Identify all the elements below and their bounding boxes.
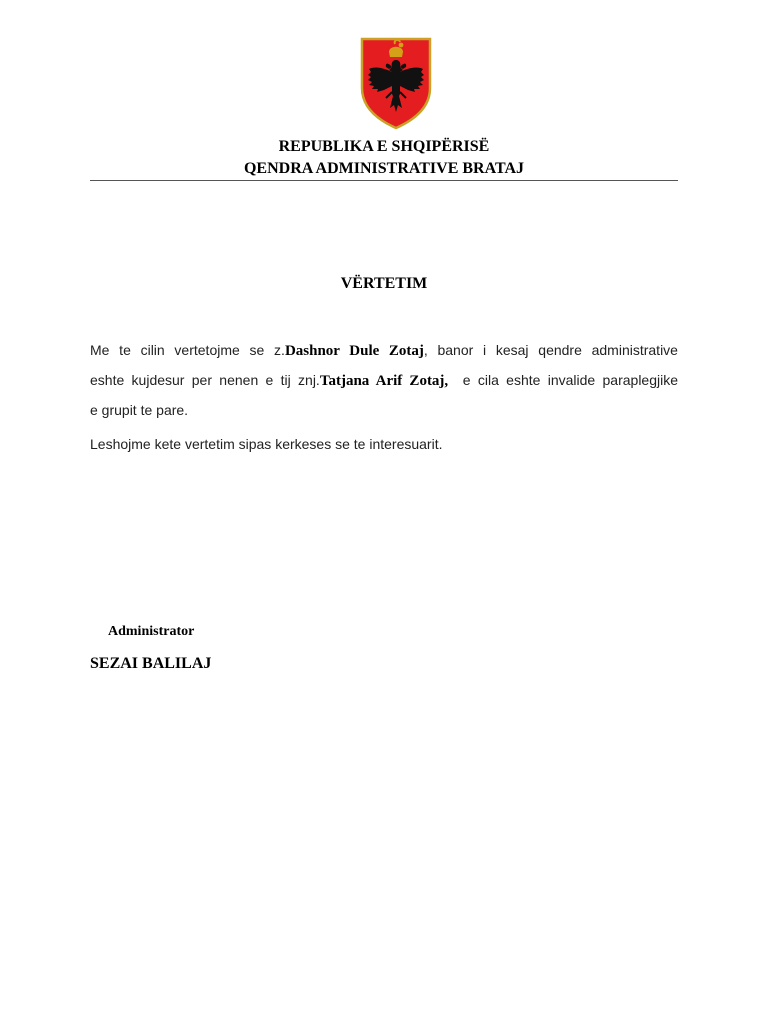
issuance-paragraph: Leshojme kete vertetim sipas kerkeses se te interesuarit. xyxy=(90,436,443,452)
text-segment: e cila eshte invalide paraplegjike xyxy=(448,372,679,388)
paragraph-line xyxy=(90,366,678,396)
paragraph-line xyxy=(90,396,678,425)
albanian-coat-of-arms-icon xyxy=(359,36,433,130)
resident-name: Dashnor Dule Zotaj xyxy=(284,343,424,359)
administrative-center-heading: QENDRA ADMINISTRATIVE BRATAJ xyxy=(243,160,525,177)
paragraph-line xyxy=(90,336,678,366)
text-segment: eshte kujdesur per nenen e tij znj. xyxy=(90,372,320,388)
text-segment: e grupit te pare. xyxy=(90,402,189,418)
text-segment: Me te cilin vertetojme se z. xyxy=(90,342,285,358)
mother-name: Tatjana Arif Zotaj, xyxy=(319,373,449,389)
text-segment: , banor i kesaj qendre administrative xyxy=(423,342,678,358)
document-title: VËRTETIM xyxy=(340,275,428,292)
republic-heading: REPUBLIKA E SHQIPËRISË xyxy=(278,138,490,155)
signature-role: Administrator xyxy=(108,624,195,639)
signature-name: SEZAI BALILAJ xyxy=(90,655,212,672)
certificate-paragraph xyxy=(90,336,678,425)
header-divider xyxy=(90,180,678,181)
